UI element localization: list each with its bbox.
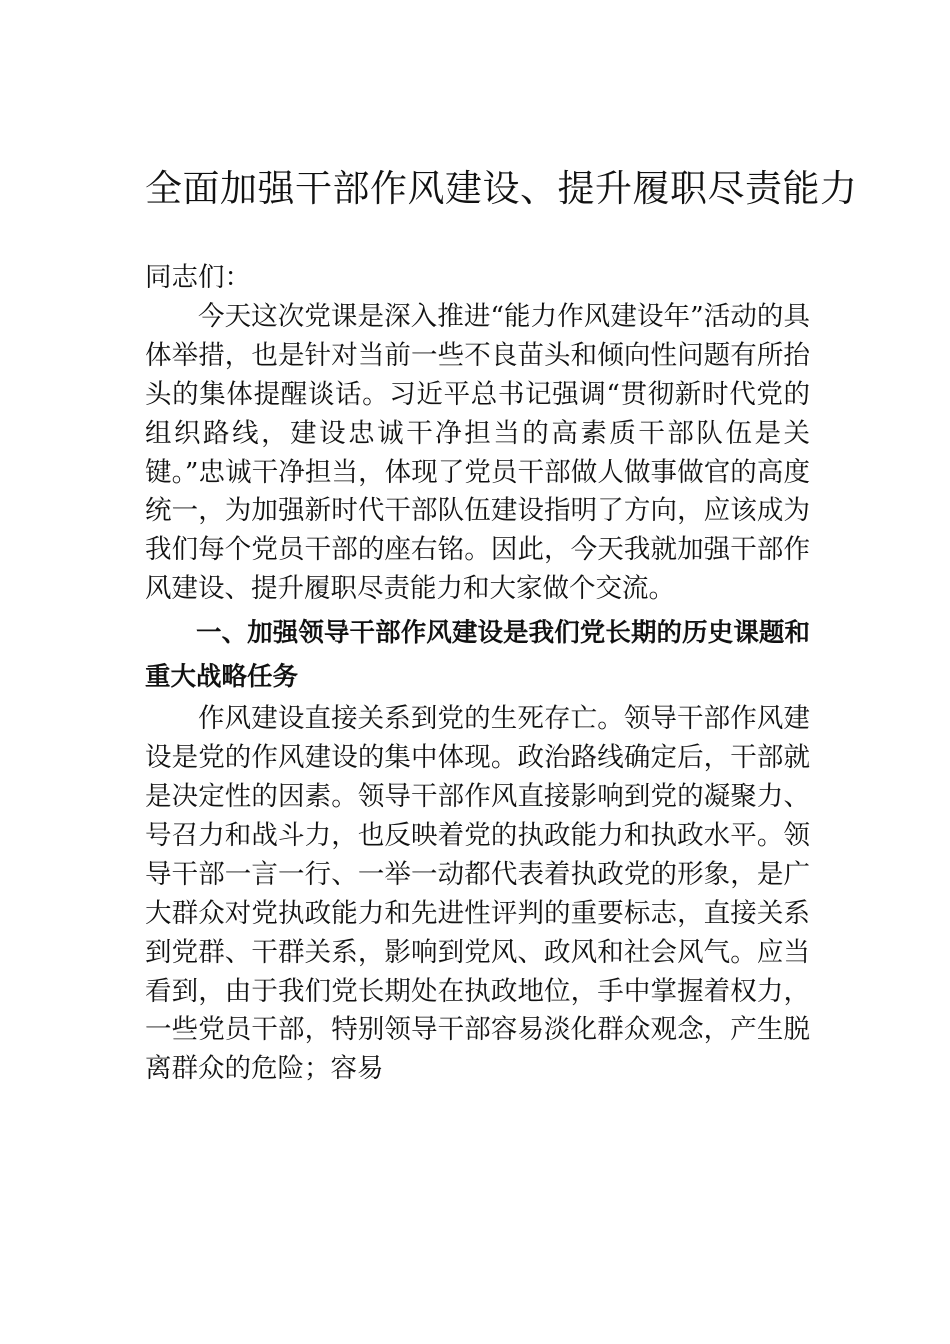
paragraph: 今天这次党课是深入推进“能力作风建设年”活动的具体举措，也是针对当前一些不良苗头和倾向性问题有所抬头的集体提醒谈话。习近平总书记强调“贯彻新时代党的组织路线，建设忠诚干净担当的高素质干部队伍是关键。”忠诚干净担当，体现了党员干部做人做事做官的高度统一，为加强新时代干部队伍建设指明了方向，应该成为我们每个党员干部的座右铭。因此，今天我就加强干部作风建设、提升履职尽责能力和大家做个交流。 [145,300,810,605]
document-body [145,259,810,1089]
document-title: 全面加强干部作风建设、提升履职尽责能力 [145,167,858,210]
section-heading: 一、加强领导干部作风建设是我们党长期的历史课题和重大战略任务 [145,618,810,693]
salutation: 同志们： [145,262,251,293]
paragraph: 作风建设直接关系到党的生死存亡。领导干部作风建设是党的作风建设的集中体现。政治路线确定后，干部就是决定性的因素。领导干部作风直接影响到党的凝聚力、号召力和战斗力，也反映着党的执政能力和执政水平。领导干部一言一行、一举一动都代表着执政党的形象，是广大群众对党执政能力和先进性评判的重要标志，直接关系到党群、干群关系，影响到党风、政风和社会风气。应当看到，由于我们党长期处在执政地位，手中掌握着权力，一些党员干部，特别领导干部容易淡化群众观念，产生脱离群众的危险；容易 [145,703,810,1085]
